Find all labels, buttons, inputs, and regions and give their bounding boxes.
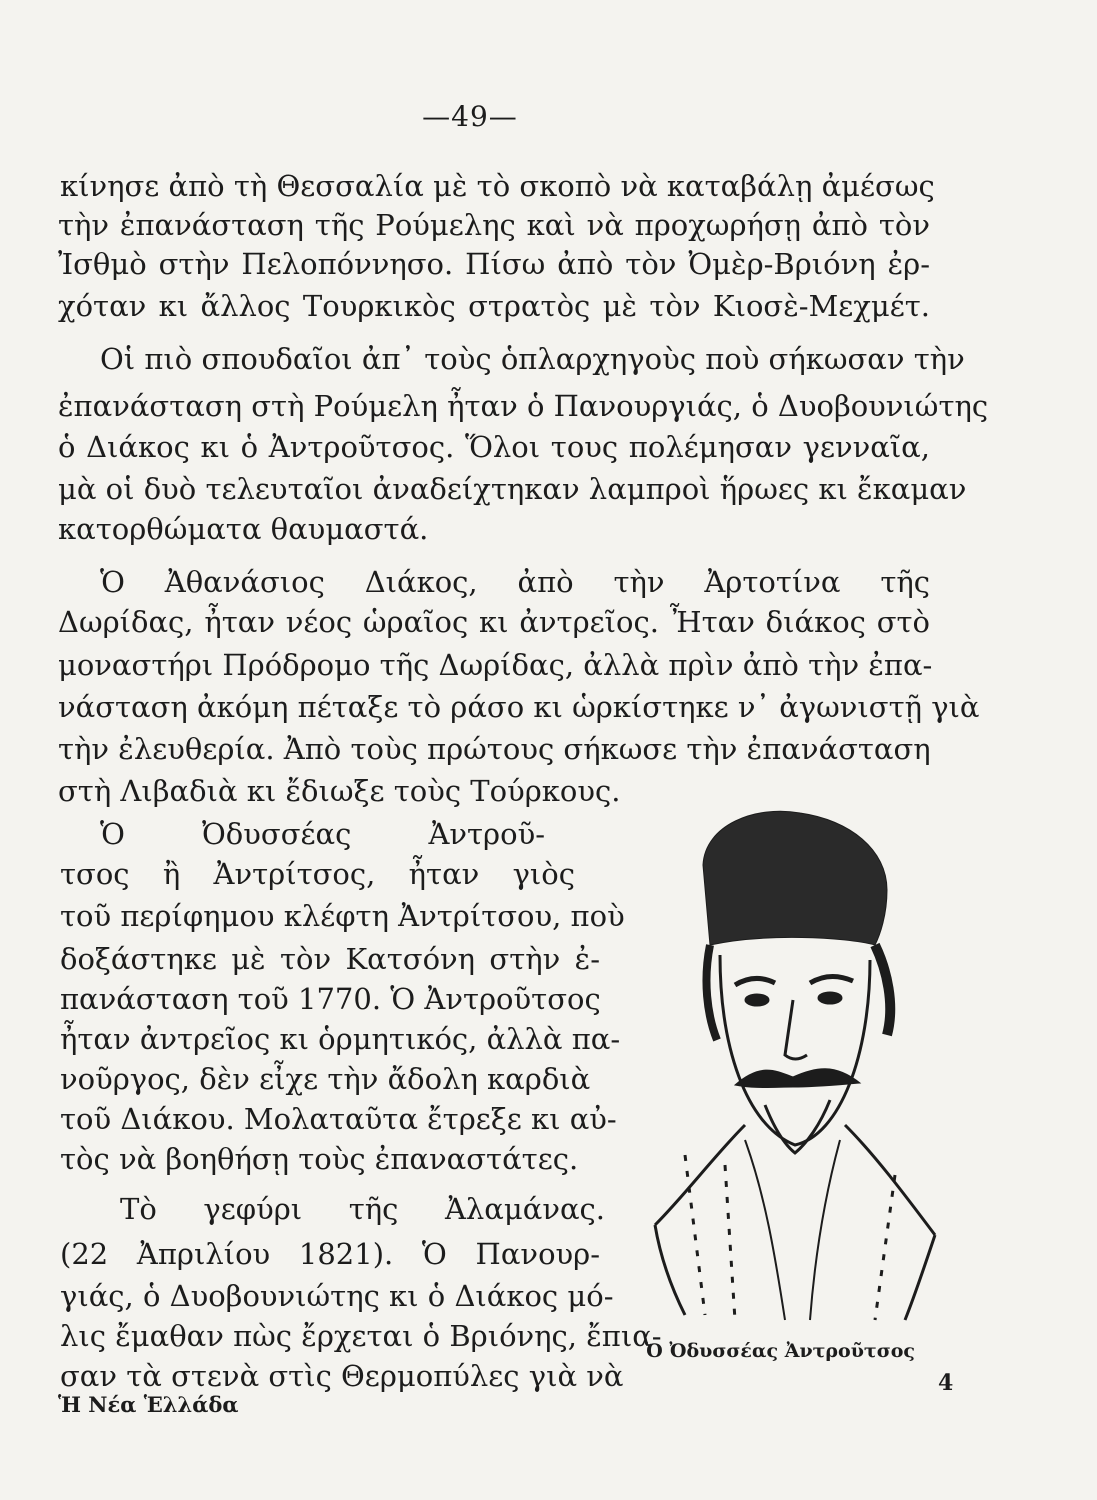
- text-line: Ὁ Ὀδυσσέας Ἀντροῦ-: [100, 817, 545, 851]
- text-line: γιάς, ὁ Δυοβουνιώτης κι ὁ Διάκος μό-: [60, 1279, 614, 1313]
- text-line: Ἰσθμὸ στὴν Πελοπόννησο. Πίσω ἀπὸ τὸν Ὀμὲρ-Βριόνη ἐρ-: [58, 247, 930, 281]
- text-line: μὰ οἱ δυὸ τελευταῖοι ἀναδείχτηκαν λαμπροὶ ἥρωες κι ἔκαμαν: [58, 472, 967, 506]
- text-line: τὴν ἐλευθερία. Ἀπὸ τοὺς πρώτους σήκωσε τὴν ἐπανάσταση: [58, 732, 931, 766]
- text-line: νάσταση ἀκόμη πέταξε τὸ ράσο κι ὡρκίστηκε ν᾿ ἀγωνιστῇ γιὰ: [58, 690, 980, 724]
- text-line: μοναστήρι Πρόδρομο τῆς Δωρίδας, ἀλλὰ πρὶν ἀπὸ τὴν ἐπα-: [58, 648, 933, 682]
- text-line: στὴ Λιβαδιὰ κι ἔδιωξε τοὺς Τούρκους.: [58, 774, 621, 808]
- text-line: δοξάστηκε μὲ τὸν Κατσόνη στὴν ἐ-: [60, 942, 600, 976]
- text-line: σαν τὰ στενὰ στὶς Θερμοπύλες γιὰ νὰ: [60, 1359, 624, 1393]
- text-line: Δωρίδας, ἦταν νέος ὡραῖος κι ἀντρεῖος. Ἦταν διάκος στὸ: [58, 605, 930, 639]
- portrait-caption: Ὁ Ὀδυσσέας Ἀντροῦτσος: [645, 1340, 915, 1362]
- text-line: Τὸ γεφύρι τῆς Ἀλαμάνας.: [120, 1192, 605, 1226]
- text-line: Οἱ πιὸ σπουδαῖοι ἀπ᾿ τοὺς ὁπλαρχηγοὺς ποὺ σήκωσαν τὴν: [100, 342, 965, 376]
- signature-mark: 4: [938, 1370, 954, 1396]
- text-line: τοῦ Διάκου. Μολαταῦτα ἔτρεξε κι αὐ-: [60, 1102, 617, 1136]
- text-line: ἐπανάσταση στὴ Ρούμελη ἦταν ὁ Πανουργιάς, ὁ Δυοβουνιώτης: [58, 389, 989, 423]
- text-line: τσος ἢ Ἀντρίτσος, ἦταν γιὸς: [60, 857, 575, 891]
- book-title-footer: Ἡ Νέα Ἑλλάδα: [58, 1392, 239, 1417]
- text-line: κατορθώματα θαυμαστά.: [58, 512, 429, 546]
- text-line: ὁ Διάκος κι ὁ Ἀντροῦτσος. Ὅλοι τους πολέμησαν γενναῖα,: [58, 430, 930, 464]
- text-line: κίνησε ἀπὸ τὴ Θεσσαλία μὲ τὸ σκοπὸ νὰ καταβάλῃ ἀμέσως: [60, 169, 935, 203]
- text-line: ἦταν ἀντρεῖος κι ὁρμητικός, ἀλλὰ πα-: [60, 1022, 621, 1056]
- page-number: —49—: [422, 100, 518, 133]
- text-line: τοῦ περίφημου κλέφτη Ἀντρίτσου, ποὺ: [60, 899, 625, 933]
- text-line: χόταν κι ἄλλος Τουρκικὸς στρατὸς μὲ τὸν Κιοσὲ-Μεχμέτ.: [58, 289, 930, 323]
- text-line: τὸς νὰ βοηθήσῃ τοὺς ἐπαναστάτες.: [60, 1142, 579, 1176]
- text-line: Ὁ Ἀθανάσιος Διάκος, ἀπὸ τὴν Ἀρτοτίνα τῆς: [100, 565, 930, 599]
- portrait-illustration: [625, 795, 955, 1330]
- text-line: τὴν ἐπανάσταση τῆς Ρούμελης καὶ νὰ προχωρήσῃ ἀπὸ τὸν: [58, 208, 930, 242]
- text-line: (22 Ἀπριλίου 1821). Ὁ Πανουρ-: [60, 1237, 600, 1271]
- text-line: νοῦργος, δὲν εἶχε τὴν ἄδολη καρδιὰ: [60, 1062, 591, 1096]
- text-line: πανάσταση τοῦ 1770. Ὁ Ἀντροῦτσος: [60, 982, 601, 1016]
- text-line: λις ἔμαθαν πὼς ἔρχεται ὁ Βριόνης, ἔπια-: [60, 1319, 662, 1353]
